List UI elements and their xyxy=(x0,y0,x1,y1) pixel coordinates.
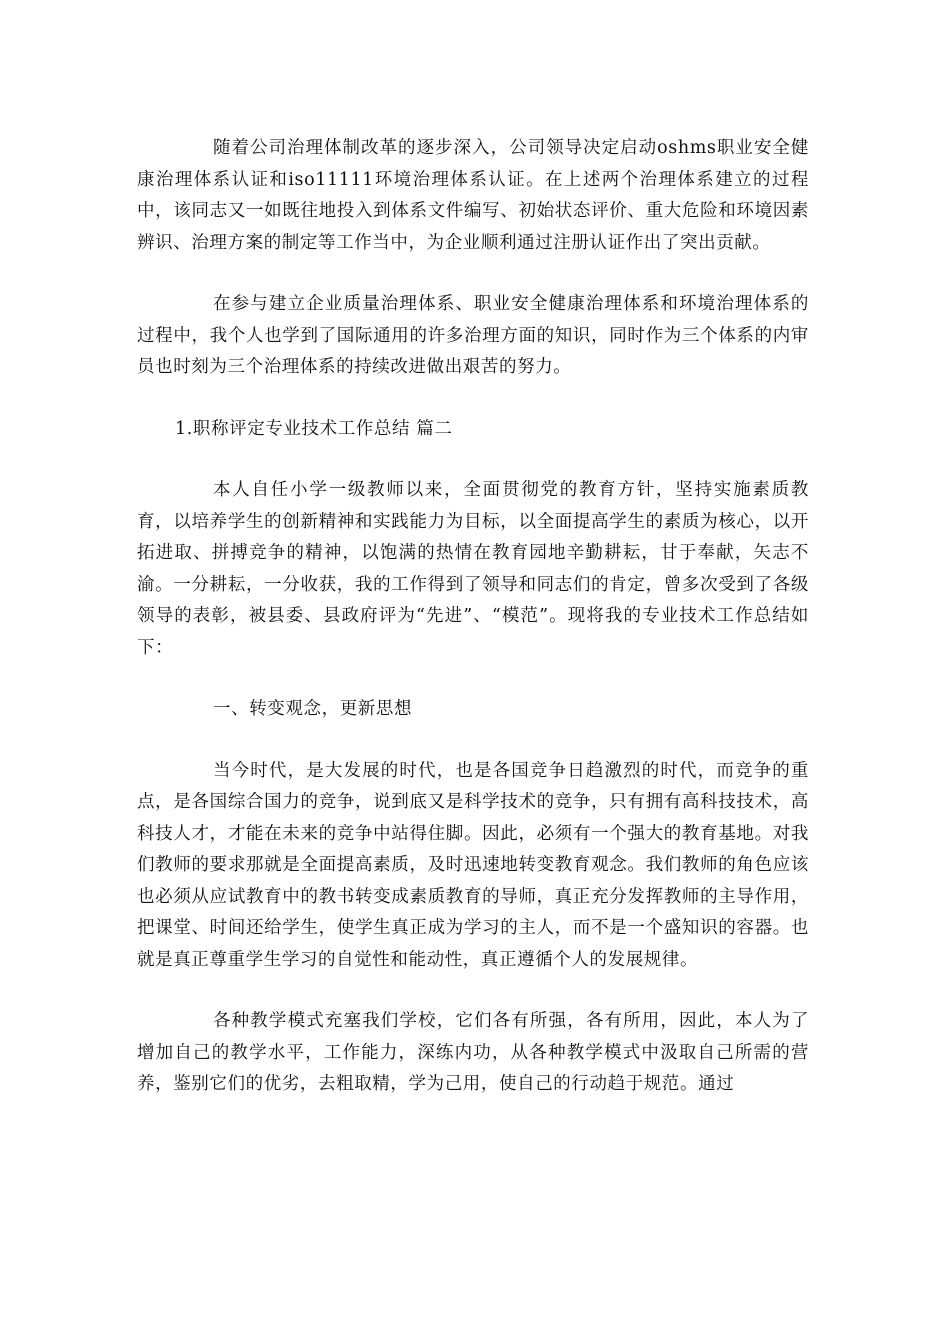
paragraph-management-systems: 在参与建立企业质量治理体系、职业安全健康治理体系和环境治理体系的过程中，我个人也学到了国际通用的许多治理方面的知识，同时作为三个体系的内审员也时刻为三个治理体系的持续改进做出艰苦的努力。 xyxy=(137,294,809,377)
paragraph-era-competition: 当今时代，是大发展的时代，也是各国竞争日趋激烈的时代，而竞争的重点，是各国综合国力的竞争，说到底又是科学技术的竞争，只有拥有高科技技术，高科技人才，才能在未来的竞争中站得住脚。因此，必须有一个强大的教育基地。对我们教师的要求那就是全面提高素质，及时迅速地转变教育观念。我们教师的角色应该也必须从应试教育中的教书转变成素质教育的导师，真正充分发挥教师的主导作用，把课堂、时间还给学生，使学生真正成为学习的主人，而不是一个盛知识的容器。也就是真正尊重学生学习的自觉性和能动性，真正遵循个人的发展规律。 xyxy=(137,760,809,970)
document-body xyxy=(137,133,809,1131)
section-heading-change-concepts: 一、转变观念，更新思想 xyxy=(213,699,413,719)
paragraph-teaching-models: 各种教学模式充塞我们学校，它们各有所强，各有所用，因此，本人为了增加自己的教学水平，工作能力，深练内功，从各种教学模式中汲取自己所需的营养，鉴别它们的优劣，去粗取精，学为己用，使自己的行动趋于规范。通过 xyxy=(137,1011,809,1094)
paragraph-certification: 随着公司治理体制改革的逐步深入，公司领导决定启动oshms职业安全健康治理体系认证和iso11111环境治理体系认证。在上述两个治理体系建立的过程中，该同志又一如既往地投入到体系文件编写、初始状态评价、重大危险和环境因素辨识、治理方案的制定等工作当中，为企业顺利通过注册认证作出了突出贡献。 xyxy=(137,138,809,253)
paragraph-introduction: 本人自任小学一级教师以来，全面贯彻党的教育方针，坚持实施素质教育，以培养学生的创新精神和实践能力为目标，以全面提高学生的素质为核心，以开拓进取、拼搏竞争的精神，以饱满的热情在教育园地辛勤耕耘，甘于奉献，矢志不渝。一分耕耘，一分收获，我的工作得到了领导和同志们的肯定，曾多次受到了各级领导的表彰，被县委、县政府评为“先进”、“模范”。现将我的专业技术工作总结如下： xyxy=(137,480,809,658)
section-heading-summary-part-two: 1.职称评定专业技术工作总结 篇二 xyxy=(175,418,453,439)
